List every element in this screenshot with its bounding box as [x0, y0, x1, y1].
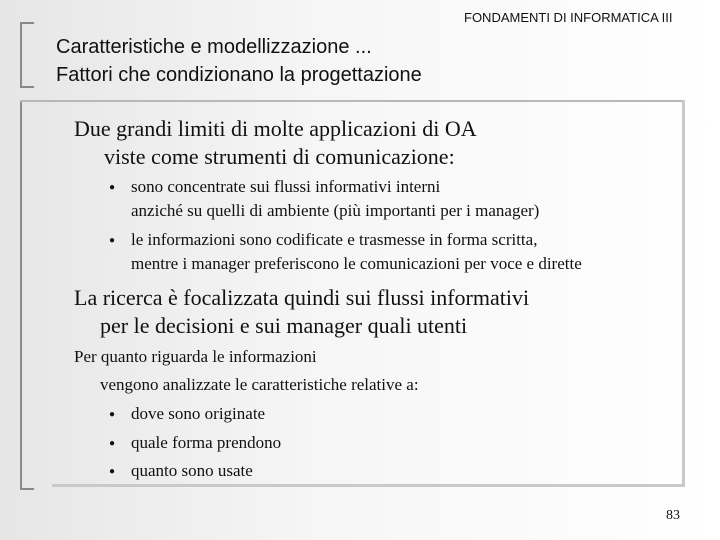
bullet-dot: ●: [109, 409, 116, 420]
page-number: 83: [666, 508, 680, 523]
bullet-dot: ●: [109, 235, 116, 246]
block1-bullet-2-line-2: mentre i manager preferiscono le comunicazioni per voce e dirette: [131, 254, 582, 273]
block2-line-2: per le decisioni e sui manager quali utenti: [100, 313, 468, 338]
block3-line-1: Per quanto riguarda le informazioni: [74, 347, 317, 366]
slide-title-line-1: Caratteristiche e modellizzazione ...: [56, 36, 372, 58]
bullet-dot: ●: [109, 182, 116, 193]
slide-title-line-2: Fattori che condizionano la progettazione: [56, 64, 422, 86]
block3-bullet-1: dove sono originate: [131, 404, 266, 423]
course-header: FONDAMENTI DI INFORMATICA III: [464, 10, 673, 25]
block1-bullet-1-line-1: sono concentrate sui flussi informativi interni: [131, 177, 441, 196]
block1-bullet-2-line-1: le informazioni sono codificate e trasmesse in forma scritta,: [131, 230, 538, 249]
block3-line-2: vengono analizzate le caratteristiche relative a:: [100, 375, 419, 394]
slide-title: [56, 33, 422, 89]
content-box-bottom-edge: [52, 484, 685, 487]
title-bracket-decoration: [20, 22, 34, 88]
bullet-dot: ●: [109, 466, 116, 477]
block1-line-2: viste come strumenti di comunicazione:: [104, 144, 455, 169]
block2-line-1: La ricerca è focalizzata quindi sui flussi informativi: [74, 285, 530, 310]
content-bracket-decoration: [20, 100, 34, 490]
block3-bullet-2: quale forma prendono: [131, 433, 282, 452]
block1-bullet-1-line-2: anziché su quelli di ambiente (più importanti per i manager): [131, 201, 540, 220]
content-box-right-edge: [682, 100, 685, 486]
block3-bullet-3: quanto sono usate: [131, 461, 253, 480]
bullet-dot: ●: [109, 438, 116, 449]
title-separator-line: [20, 100, 684, 102]
block1-line-1: Due grandi limiti di molte applicazioni di OA: [74, 116, 477, 141]
